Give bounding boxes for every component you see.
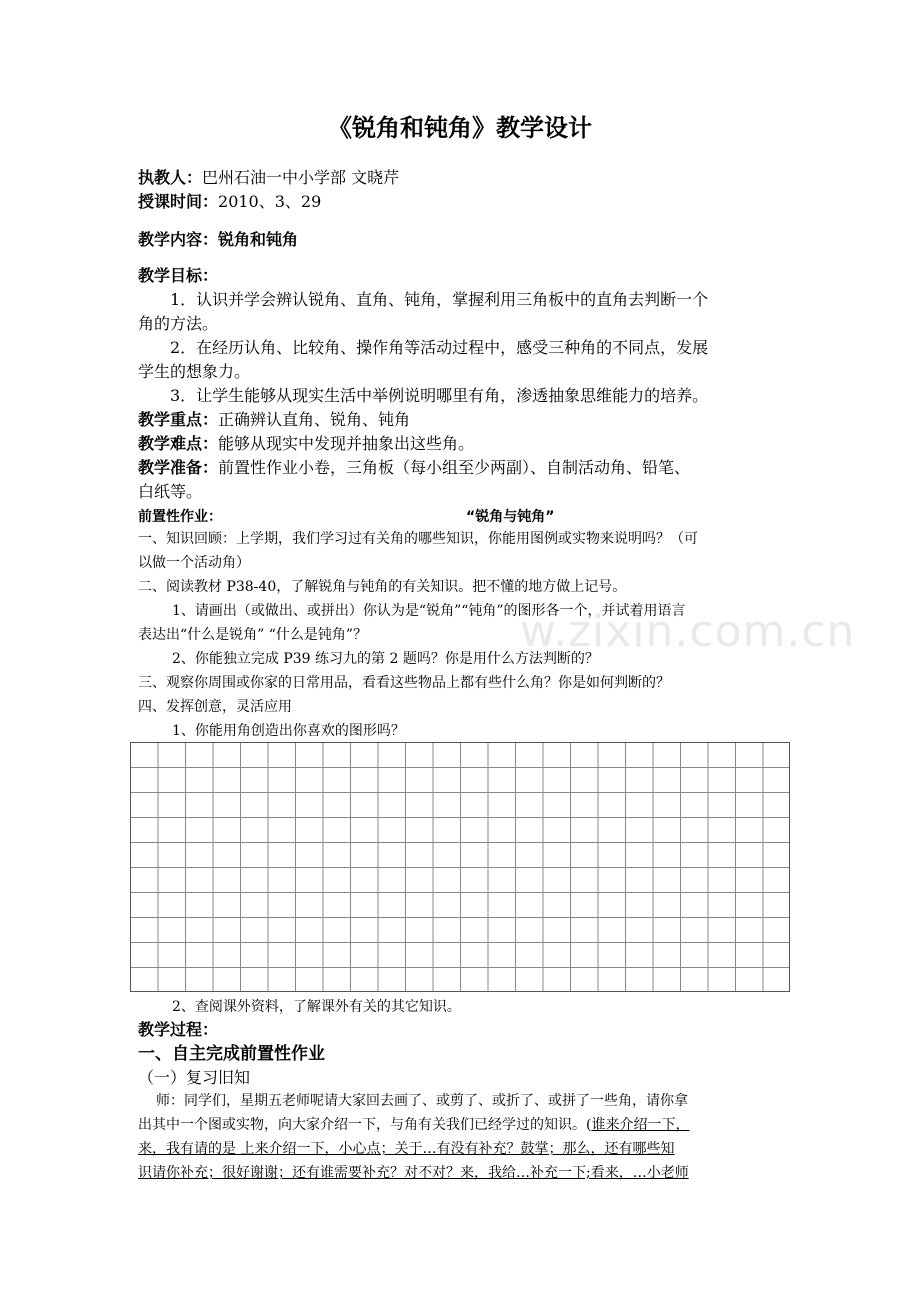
para-line-2a: 出其中一个图或实物，向大家介绍一下，与角有关我们已经学过的知识。( [138, 1117, 592, 1133]
prep-value-2: 白纸等。 [138, 482, 203, 501]
time-value: 2010、3、29 [218, 192, 322, 211]
watermark: w.zixin.com.cn [520, 606, 856, 657]
teacher-line [138, 168, 399, 188]
hw-line-2: 以做一个活动角） [138, 555, 250, 571]
para-line-1: 师：同学们，星期五老师呢请大家回去画了、或剪了、或折了、或拼了一些角，请你拿 [156, 1093, 688, 1109]
hw-line-5: 表达出“什么是锐角” “什么是钝角”？ [138, 627, 368, 643]
goal-1b: 角的方法。 [138, 314, 219, 333]
document-title: 《锐角和钝角》教学设计 [328, 114, 592, 142]
hw-label: 前置性作业： [138, 509, 222, 525]
section-1-heading: 一、自主完成前置性作业 [138, 1044, 325, 1064]
teacher-label: 执教人： [138, 168, 203, 187]
difficulty-value: 能够从现实中发现并抽象出这些角。 [218, 434, 475, 453]
time-line [138, 192, 321, 212]
hw-line-9: 1、你能用角创造出你喜欢的图形吗？ [172, 723, 405, 739]
hw-title: “锐角与钝角” [466, 509, 555, 525]
prep-value-1: 前置性作业小卷，三角板（每小组至少两副）、自制活动角、铅笔、 [218, 458, 691, 477]
process-label: 教学过程： [138, 1020, 219, 1039]
key-line [138, 410, 410, 430]
hw-line-1: 一、知识回顾：上学期，我们学习过有关角的哪些知识，你能用图例或实物来说明吗？（可 [138, 531, 698, 547]
hw-line-3: 二、阅读教材 P38-40，了解锐角与钝角的有关知识。把不懂的地方做上记号。 [138, 579, 627, 595]
goal-3: 3．让学生能够从现实生活中举例说明哪里有角，渗透抽象思维能力的培养。 [170, 386, 709, 405]
para-line-2 [138, 1116, 689, 1134]
para-line-4: 识请你补充；很好谢谢；还有谁需要补充？对不对？来，我给…补充一下;看来，…小老师 [138, 1165, 689, 1181]
goals-label: 教学目标： [138, 266, 219, 285]
teacher-value: 巴州石油一中小学部 文晓芹 [202, 168, 400, 187]
content-line: 教学内容：锐角和钝角 [138, 230, 299, 249]
key-value: 正确辨认直角、锐角、钝角 [218, 410, 411, 429]
hw-line-8: 四、发挥创意，灵活应用 [138, 699, 292, 715]
drawing-grid [130, 742, 790, 992]
subsection-1-heading: （一）复习旧知 [138, 1068, 251, 1087]
time-label: 授课时间： [138, 192, 219, 211]
para-line-3: 来，我有请的是 上来介绍一下，小心点；关于…有没有补充？鼓掌；那么，还有哪些知 [138, 1141, 675, 1157]
hw-after-grid: 2、查阅课外资料，了解课外有关的其它知识。 [172, 999, 461, 1015]
hw-line-4: 1、请画出（或做出、或拼出）你认为是“锐角”“钝角”的图形各一个，并试着用语言 [172, 603, 686, 619]
prep-label: 教学准备： [138, 458, 219, 477]
prep-line [138, 458, 690, 478]
difficulty-line [138, 434, 474, 454]
goal-2b: 学生的想象力。 [138, 362, 251, 381]
hw-line-6: 2、你能独立完成 P39 练习九的第 2 题吗？你是用什么方法判断的？ [172, 651, 599, 667]
key-label: 教学重点： [138, 410, 219, 429]
difficulty-label: 教学难点： [138, 434, 219, 453]
hw-line-7: 三、观察你周围或你家的日常用品，看看这些物品上都有些什么角？你是如何判断的？ [138, 675, 670, 691]
goal-2a: 2．在经历认角、比较角、操作角等活动过程中，感受三种角的不同点，发展 [170, 338, 709, 357]
goal-1a: 1．认识并学会辨认锐角、直角、钝角，掌握利用三角板中的直角去判断一个 [170, 290, 709, 309]
para-line-2b: 谁来介绍一下， [591, 1117, 690, 1133]
